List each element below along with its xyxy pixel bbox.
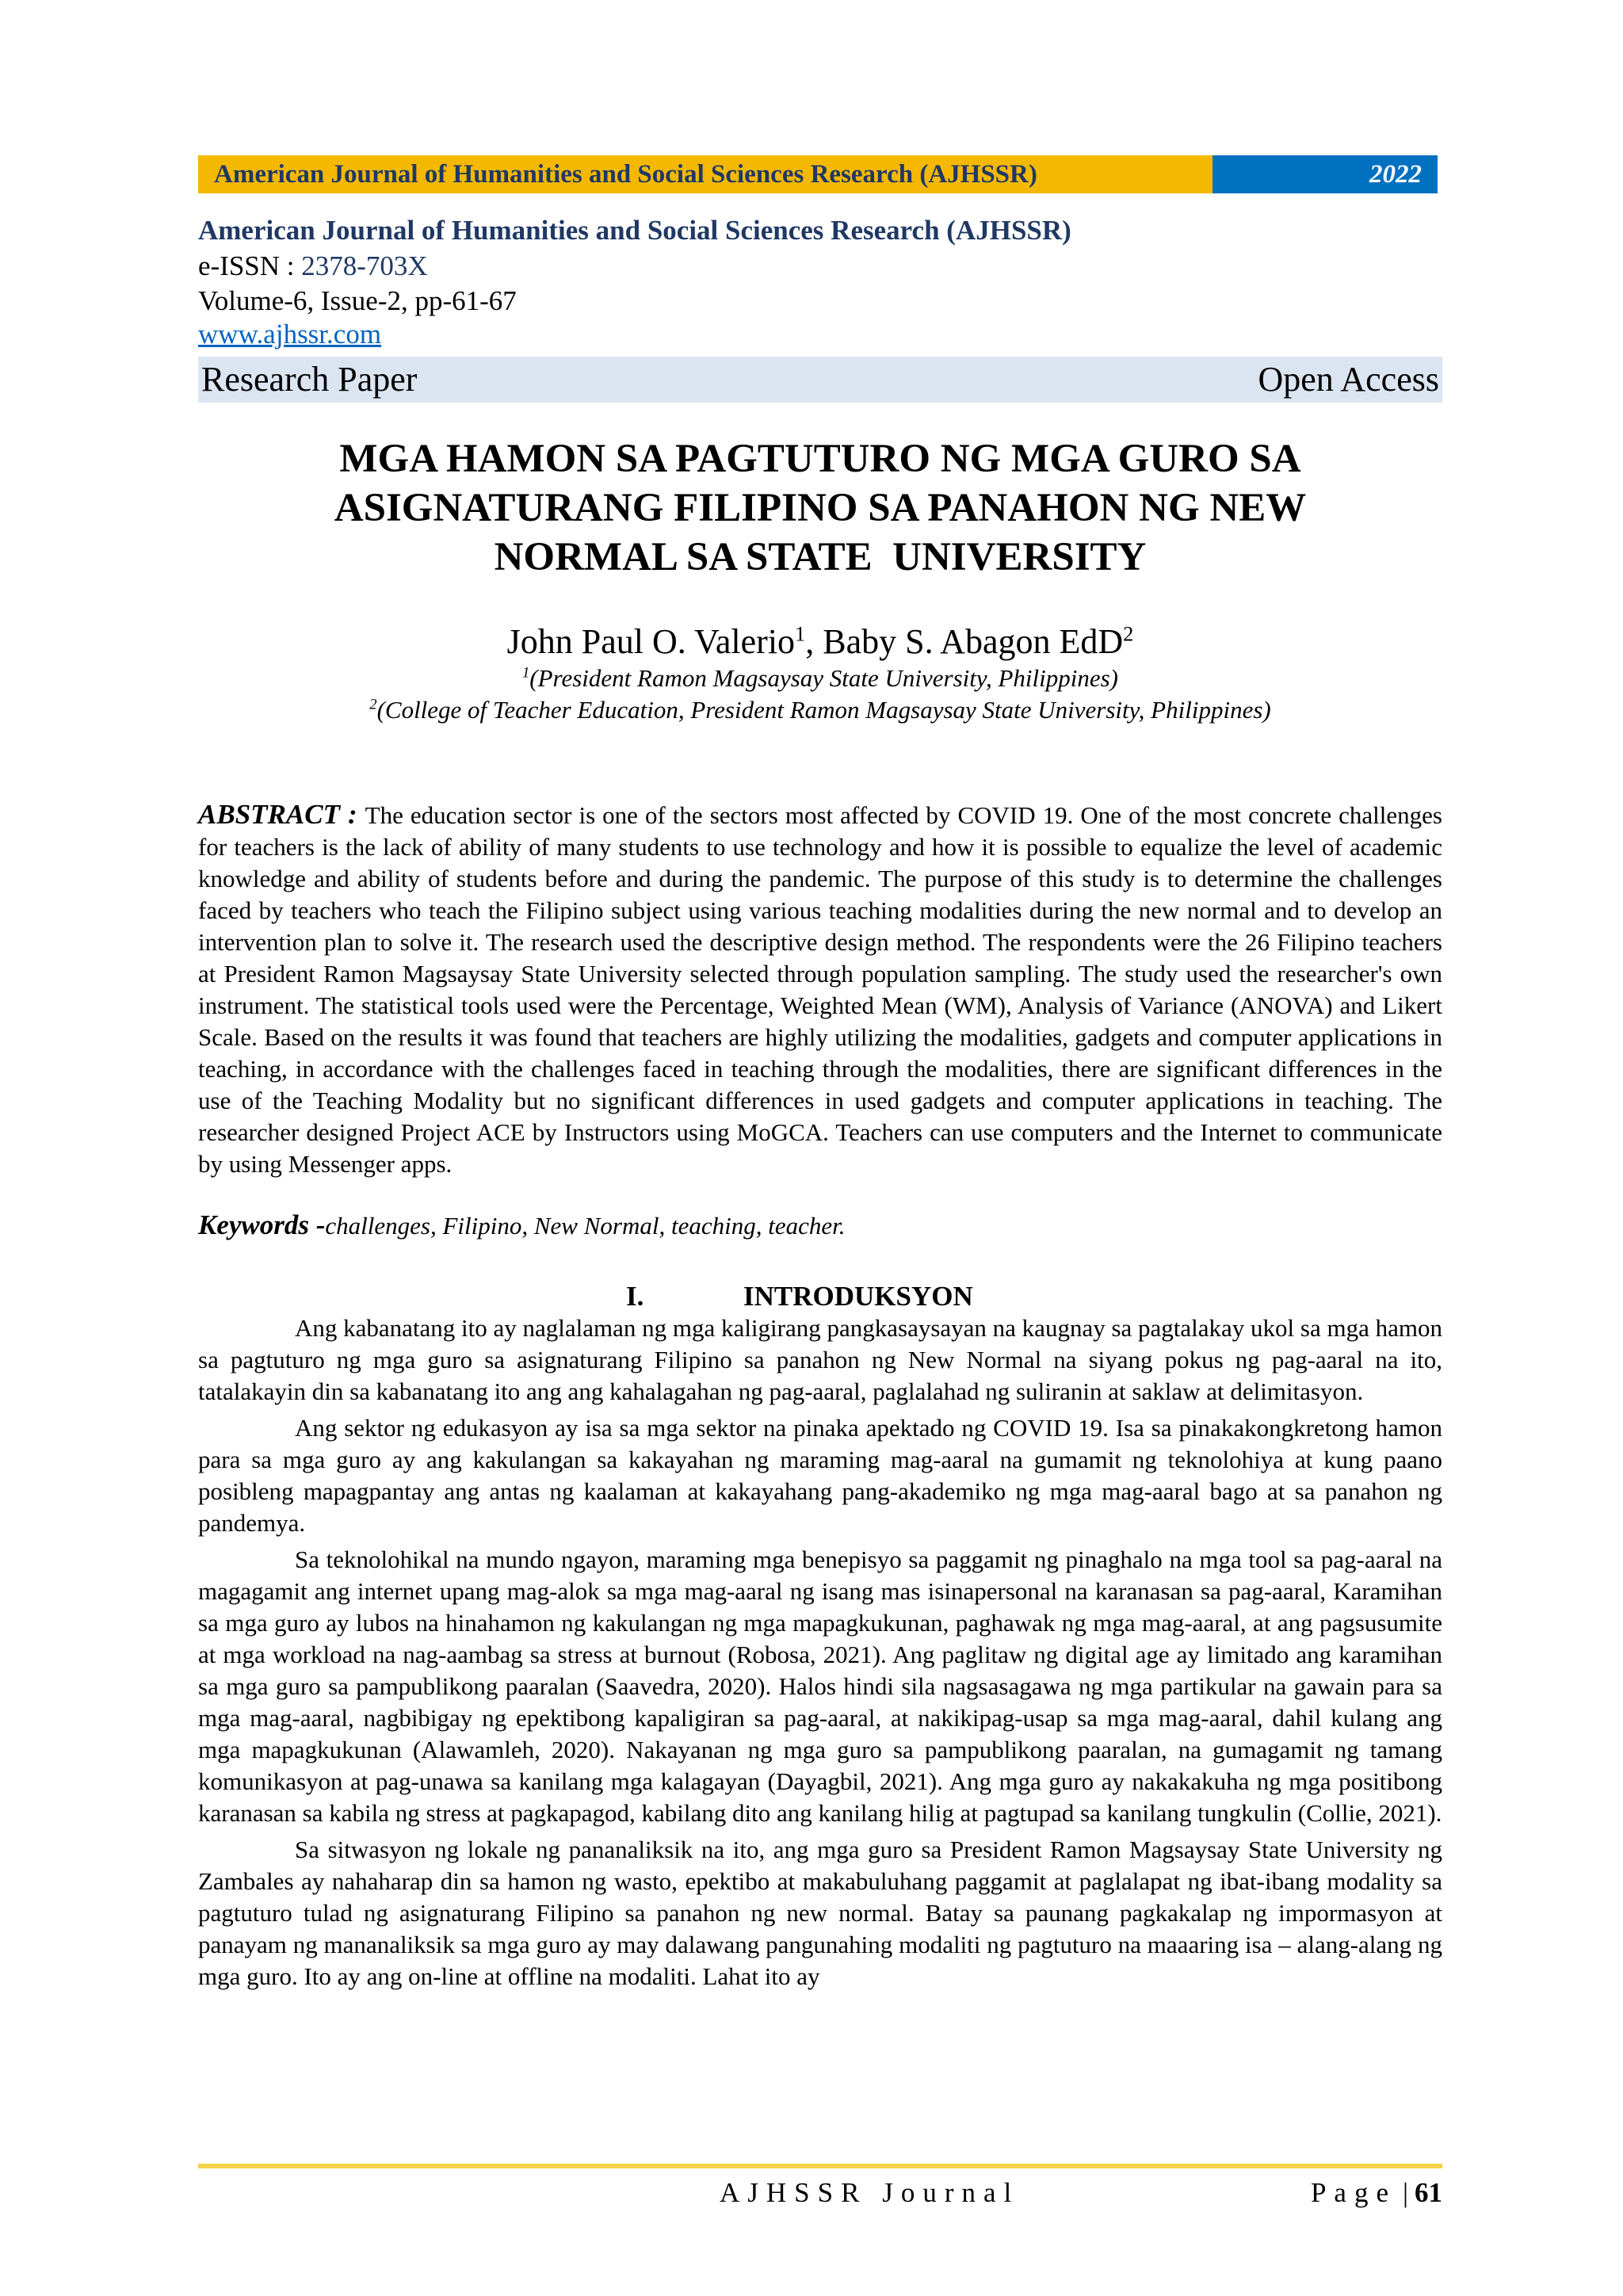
article-type-band [198,357,1442,403]
footer-journal: AJHSSR Journal [720,2177,1020,2208]
body-paragraph: Ang kabanatang ito ay naglalaman ng mga kaligirang pangkasaysayan na kaugnay sa pagtalakay ukol sa mga hamon sa pagtuturo ng mga guro sa asignaturang Filipino sa panahon ng New Normal na siyang pokus ng pag-aaral na ito, tatalakayin din sa kabanatang ito ang ang kahalagahan ng pag-aaral, paglalahad ng suliranin at saklaw at delimitasyon. [198,1314,1442,1405]
paper-title-line: NORMAL SA STATE UNIVERSITY [494,535,1147,579]
section-title: INTRODUKSYON [743,1281,973,1312]
keywords [198,1209,1442,1242]
issn-value: 2378-703X [301,250,428,281]
affiliation [198,694,1442,726]
section-heading [198,1279,1442,1314]
abstract-text: The education sector is one of the sectors most affected by COVID 19. One of the most concrete challenges for teachers is the lack of ability of many students to use technology and how it is possible to equalize the level of academic knowledge and ability of students before and during the pandemic. The purpose of this study is to determine the challenges faced by teachers who teach the Filipino subject using various teaching modalities during the new normal and to develop an intervention plan to solve it. The research used the descriptive design method. The respondents were the 26 Filipino teachers at President Ramon Magsaysay State University selected through population sampling. The study used the researcher's own instrument. The statistical tools used were the Percentage, Weighted Mean (WM), Analysis of Variance (ANOVA) and Likert Scale. Based on the results it was found that teachers are highly utilizing the modalities, gadgets and computer applications in teaching, in accordance with the challenges faced in teaching through the modalities, there are significant differences in the use of the Teaching Modality but no significant differences in used gadgets and computer applications in teaching. The researcher designed Project ACE by Instructors using MoGCA. Teachers can use computers and the Internet to communicate by using Messenger apps. [198,801,1442,1178]
section-number: I. [626,1281,644,1312]
journal-info [198,212,1442,350]
affiliation-mark: 2 [369,696,377,713]
affiliation-mark: 1 [521,664,530,682]
body-paragraph: Ang sektor ng edukasyon ay isa sa mga sektor na pinaka apektado ng COVID 19. Isa sa pinakakongkretong hamon para sa mga guro ay ang kakulangan sa kakayahan ng maraming mag-aaral na gumamit ng teknolohiya at kung paano posibleng mapagpantay ang antas ng kaalaman at kakayahang pang-akademiko ng mga mag-aaral bago at sa panahon ng pandemya. [198,1414,1442,1537]
affiliation-text: (President Ramon Magsaysay State University, Philippines) [529,664,1118,692]
author-separator: , [805,622,823,661]
author-name: John Paul O. Valerio [506,622,796,661]
access-label: Open Access [1258,360,1439,399]
issn-label: e-ISSN : [198,250,302,281]
author-affiliation-mark: 2 [1123,621,1134,646]
keywords-label: Keywords - [198,1209,326,1240]
keywords-text: challenges, Filipino, New Normal, teaching, teacher. [325,1212,846,1240]
article-type-label: Research Paper [201,360,418,399]
author-affiliation-mark: 1 [795,621,806,646]
paper-title [198,434,1442,582]
footer-rule [198,2164,1442,2168]
footer-page [1311,2176,1442,2210]
abstract-label: ABSTRACT : [198,799,365,830]
paper-title-line: ASIGNATURANG FILIPINO SA PANAHON NG NEW [334,486,1307,530]
journal-website-link[interactable]: www.ajhssr.com [198,319,382,350]
footer-page-label: Page [1310,2177,1396,2208]
issn-line [198,249,1442,284]
body-paragraph: Sa sitwasyon ng lokale ng pananaliksik na ito, ang mga guro sa President Ramon Magsaysay State University ng Zambales ay nahaharap din sa hamon ng wasto, epektibo at makabuluhang paggamit at paglalapat ng ibat-ibang modality sa pagtuturo tulad ng asignaturang Filipino sa panahon ng new normal. Batay sa paunang pagkakalap ng impormasyon at panayam ng mananaliksik sa mga guro ay may dalawang pangunahing modaliti ng pagtuturo na maaaring isa – alang-alang ng mga guro. Ito ay ang on-line at offline na modaliti. Lahat ito ay [198,1836,1442,1990]
running-header-year: 2022 [1212,155,1438,193]
author-name: Baby S. Abagon EdD [823,622,1124,661]
running-header [198,155,1438,193]
footer-separator: | [1402,2177,1408,2208]
authors [198,620,1442,664]
running-header-journal: American Journal of Humanities and Social Sciences Research (AJHSSR) [198,155,1212,193]
body-text [198,1312,1442,1997]
volume-line: Volume-6, Issue-2, pp-61-67 [198,285,517,316]
abstract [198,799,1442,1180]
affiliation-text: (College of Teacher Education, President Ramon Magsaysay State University, Philippines) [376,696,1271,724]
affiliation [198,663,1442,694]
paper-title-line: MGA HAMON SA PAGTUTURO NG MGA GURO SA [339,437,1301,481]
journal-title: American Journal of Humanities and Social Sciences Research (AJHSSR) [198,215,1071,246]
body-paragraph: Sa teknolohikal na mundo ngayon, maraming mga benepisyo sa paggamit ng pinaghalo na mga tool sa pag-aaral na magagamit ang internet upang mag-alok sa mga mag-aaral ng isang mas isinapersonal na karanasan sa pag-aaral, Karamihan sa mga guro ay lubos na hinahamon ng kakulangan ng mga mapagkukunan, paghawak ng mga mag-aaral, at ang pagsusumite at mga workload na nag-aambag sa stress at burnout (Robosa, 2021). Ang paglitaw ng digital age ay limitado ang karamihan sa mga guro sa pampublikong paaralan (Saavedra, 2020). Halos hindi sila nagsasagawa ng mga partikular na gawain para sa mga mag-aaral, nagbibigay ng epektibong kapaligiran sa pag-aaral, at nakikipag-usap sa mga mag-aaral, dahil kulang ang mga mapagkukunan (Alawamleh, 2020). Nakayanan ng mga guro sa pampublikong paaralan, na gumagamit ng tamang komunikasyon at pag-unawa sa kanilang mga kalagayan (Dayagbil, 2021). Ang mga guro ay nakakakuha ng mga positibong karanasan sa kabila ng stress at pagkapagod, kabilang dito ang kanilang hilig at pagtupad sa kanilang tungkulin (Collie, 2021). [198,1545,1442,1827]
footer-page-number: 61 [1415,2177,1442,2208]
